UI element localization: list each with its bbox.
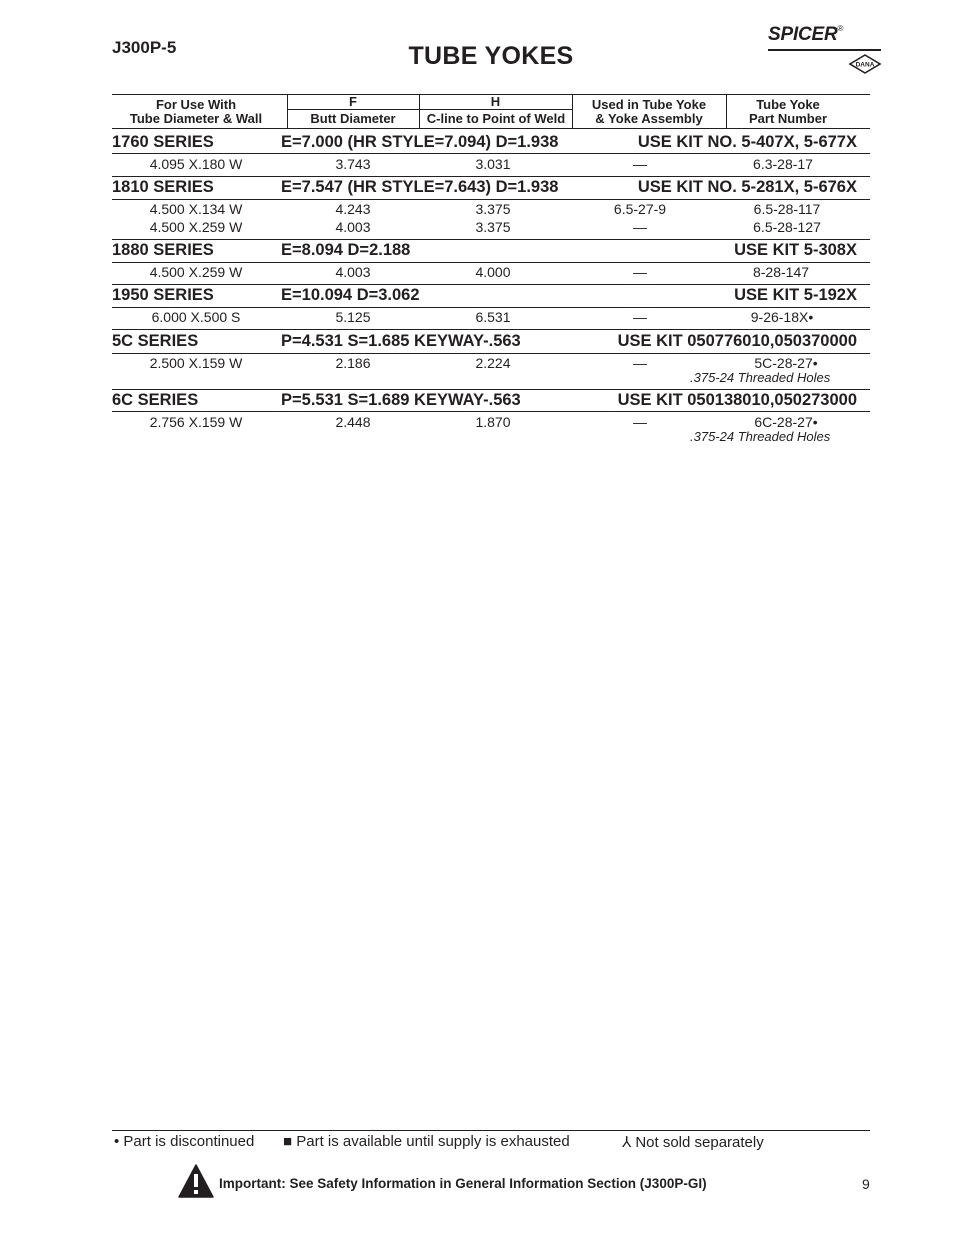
cline-to-weld: 6.531 bbox=[475, 309, 511, 325]
part-number: 6.5-28-117 bbox=[753, 201, 821, 217]
butt-diameter: 4.003 bbox=[335, 264, 371, 280]
series-name: 1880 SERIES bbox=[112, 241, 214, 259]
cline-to-weld: 1.870 bbox=[475, 414, 511, 430]
cline-to-weld: 3.375 bbox=[475, 201, 511, 217]
legend-until-exhausted: ■ Part is available until supply is exhausted bbox=[283, 1133, 570, 1150]
butt-diameter: 4.003 bbox=[335, 219, 371, 235]
part-number: 9-26-18X• bbox=[750, 309, 814, 325]
series-spec: E=10.094 D=3.062 bbox=[281, 286, 420, 304]
warning-icon bbox=[178, 1164, 214, 1198]
dana-logo-icon bbox=[848, 54, 882, 74]
series-kit: USE KIT 5-308X bbox=[734, 241, 857, 259]
series-rule bbox=[112, 411, 870, 412]
col-assembly-header: Used in Tube Yoke & Yoke Assembly bbox=[591, 97, 707, 126]
series-kit: USE KIT 050776010,050370000 bbox=[617, 332, 857, 350]
part-number: 6C-28-27• bbox=[754, 414, 818, 430]
butt-diameter: 5.125 bbox=[335, 309, 371, 325]
series-rule bbox=[112, 329, 870, 330]
series-spec: P=5.531 S=1.689 KEYWAY-.563 bbox=[281, 391, 521, 409]
col-h-header: C-line to Point of Weld bbox=[426, 111, 566, 126]
series-kit: USE KIT 5-192X bbox=[734, 286, 857, 304]
tube-size: 2.500 X.159 W bbox=[149, 355, 243, 371]
part-number: 6.5-28-127 bbox=[753, 219, 821, 235]
assembly-number: — bbox=[633, 355, 647, 371]
page-number: 9 bbox=[862, 1176, 870, 1192]
svg-text:DANA: DANA bbox=[855, 61, 875, 69]
col-h-letter: H bbox=[490, 94, 501, 109]
series-kit: USE KIT NO. 5-281X, 5-676X bbox=[637, 178, 857, 196]
series-spec: E=7.000 (HR STYLE=7.094) D=1.938 bbox=[281, 133, 559, 151]
col-f-letter: F bbox=[349, 94, 357, 109]
series-rule bbox=[112, 153, 870, 154]
col-f-header: Butt Diameter bbox=[310, 111, 396, 126]
tube-size: 4.095 X.180 W bbox=[149, 156, 243, 172]
series-name: 5C SERIES bbox=[112, 332, 199, 350]
part-number: 5C-28-27• bbox=[754, 355, 818, 371]
series-kit: USE KIT 050138010,050273000 bbox=[617, 391, 857, 409]
legend-discontinued: • Part is discontinued bbox=[114, 1133, 255, 1150]
butt-diameter: 2.448 bbox=[335, 414, 371, 430]
series-spec: E=7.547 (HR STYLE=7.643) D=1.938 bbox=[281, 178, 559, 196]
series-name: 1950 SERIES bbox=[112, 286, 214, 304]
assembly-number: 6.5-27-9 bbox=[613, 201, 667, 217]
legend-rule bbox=[112, 1130, 870, 1131]
assembly-number: — bbox=[633, 414, 647, 430]
butt-diameter: 4.243 bbox=[335, 201, 371, 217]
safety-notice: Important: See Safety Information in General Information Section (J300P-GI) bbox=[219, 1176, 707, 1191]
part-note: .375-24 Threaded Holes bbox=[690, 370, 831, 385]
series-name: 6C SERIES bbox=[112, 391, 199, 409]
col-tube-header: For Use With Tube Diameter & Wall bbox=[129, 97, 263, 126]
legend-not-sold-separately: ⅄ Not sold separately bbox=[622, 1134, 764, 1151]
butt-diameter: 2.186 bbox=[335, 355, 371, 371]
series-spec: E=8.094 D=2.188 bbox=[281, 241, 411, 259]
tube-size: 4.500 X.259 W bbox=[149, 219, 243, 235]
assembly-number: — bbox=[633, 219, 647, 235]
header-bottom-rule bbox=[112, 128, 870, 129]
part-number: 8-28-147 bbox=[752, 264, 810, 280]
butt-diameter: 3.743 bbox=[335, 156, 371, 172]
assembly-number: — bbox=[633, 264, 647, 280]
series-spec: P=4.531 S=1.685 KEYWAY-.563 bbox=[281, 332, 521, 350]
part-number: 6.3-28-17 bbox=[753, 156, 813, 172]
header-mid-rule bbox=[287, 109, 572, 110]
series-name: 1810 SERIES bbox=[112, 178, 214, 196]
page-title: TUBE YOKES bbox=[408, 42, 574, 70]
brand-rule bbox=[768, 49, 881, 51]
tube-size: 6.000 X.500 S bbox=[151, 309, 241, 325]
brand-name: SPICER® bbox=[768, 24, 844, 45]
col-part-header: Tube Yoke Part Number bbox=[748, 97, 828, 126]
tube-size: 2.756 X.159 W bbox=[149, 414, 243, 430]
spicer-logo bbox=[768, 24, 882, 76]
tube-size: 4.500 X.134 W bbox=[149, 201, 243, 217]
part-note: .375-24 Threaded Holes bbox=[690, 429, 831, 444]
cline-to-weld: 2.224 bbox=[475, 355, 511, 371]
assembly-number: — bbox=[633, 156, 647, 172]
assembly-number: — bbox=[633, 309, 647, 325]
document-code: J300P-5 bbox=[112, 38, 177, 57]
tube-size: 4.500 X.259 W bbox=[149, 264, 243, 280]
cline-to-weld: 4.000 bbox=[475, 264, 511, 280]
series-kit: USE KIT NO. 5-407X, 5-677X bbox=[637, 133, 857, 151]
series-name: 1760 SERIES bbox=[112, 133, 214, 151]
cline-to-weld: 3.375 bbox=[475, 219, 511, 235]
cline-to-weld: 3.031 bbox=[475, 156, 511, 172]
